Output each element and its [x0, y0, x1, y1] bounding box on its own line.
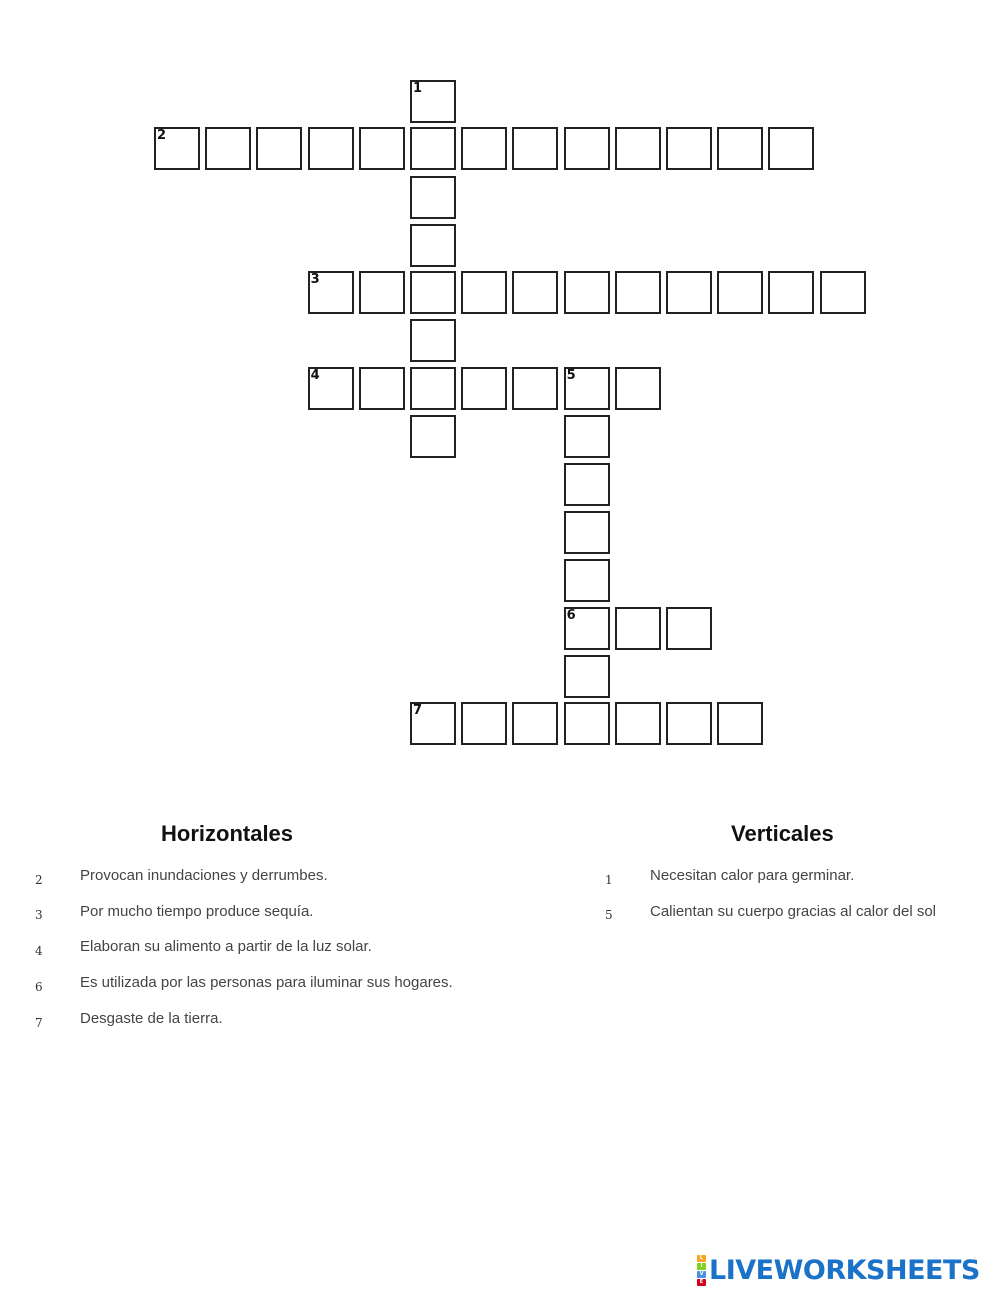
horizontal-title: Horizontales: [161, 821, 294, 846]
crossword-cell[interactable]: [205, 127, 251, 170]
logo-block: I: [697, 1263, 706, 1270]
clue-number: 2: [35, 873, 43, 887]
crossword-cell[interactable]: [359, 367, 405, 410]
crossword-cell[interactable]: [461, 367, 507, 410]
clue-number-label: 3: [310, 272, 320, 287]
crossword-cell[interactable]: [564, 367, 610, 410]
crossword-cell[interactable]: [615, 127, 661, 170]
clue-text: Necesitan calor para germinar.: [650, 867, 855, 884]
crossword-cell[interactable]: [154, 127, 200, 170]
clue-number: 5: [605, 908, 613, 922]
clue-text: Elaboran su alimento a partir de la luz solar.: [80, 938, 372, 955]
crossword-cell[interactable]: [666, 702, 712, 745]
clue-text: Calientan su cuerpo gracias al calor del sol: [650, 903, 936, 920]
vertical-title: Verticales: [731, 821, 834, 846]
clue-number: 6: [35, 980, 43, 994]
crossword-cell[interactable]: [717, 127, 763, 170]
liveworksheets-logo: [697, 1255, 980, 1285]
crossword-cell[interactable]: [666, 127, 712, 170]
crossword-cell[interactable]: [461, 127, 507, 170]
crossword-cell[interactable]: [410, 319, 456, 362]
crossword-cell[interactable]: [768, 271, 814, 314]
crossword-cell[interactable]: [256, 127, 302, 170]
crossword-cell[interactable]: [564, 415, 610, 458]
crossword-cell[interactable]: [410, 271, 456, 314]
clue-text: Es utilizada por las personas para iluminar sus hogares.: [80, 974, 453, 991]
crossword-cell[interactable]: [717, 271, 763, 314]
clue-number-label: 2: [157, 128, 167, 143]
crossword-cell[interactable]: [768, 127, 814, 170]
clue-number: 4: [35, 944, 43, 958]
crossword-cell[interactable]: [615, 607, 661, 650]
crossword-cell[interactable]: [564, 463, 610, 506]
crossword-cell[interactable]: [666, 607, 712, 650]
clue-text: Provocan inundaciones y derrumbes.: [80, 867, 328, 884]
clue-number: 7: [35, 1016, 43, 1030]
clue-number-label: 4: [310, 368, 320, 383]
crossword-cell[interactable]: [564, 655, 610, 698]
crossword-cell[interactable]: [512, 702, 558, 745]
clue-number: 1: [605, 873, 613, 887]
crossword-cell[interactable]: [717, 702, 763, 745]
crossword-cell[interactable]: [564, 271, 610, 314]
clue-number: 3: [35, 908, 43, 922]
logo-blocks-icon: [697, 1255, 706, 1286]
clue-number-label: 6: [566, 608, 576, 623]
crossword-cell[interactable]: [410, 702, 456, 745]
crossword-cell[interactable]: [512, 367, 558, 410]
clue-number-label: 7: [413, 703, 423, 718]
crossword-cell[interactable]: [615, 702, 661, 745]
crossword-cell[interactable]: [308, 271, 354, 314]
crossword-cell[interactable]: [564, 511, 610, 554]
crossword-cell[interactable]: [410, 415, 456, 458]
crossword-cell[interactable]: [410, 224, 456, 267]
crossword-cell[interactable]: [666, 271, 712, 314]
crossword-cell[interactable]: [359, 127, 405, 170]
crossword-cell[interactable]: [564, 702, 610, 745]
crossword-cell[interactable]: [512, 127, 558, 170]
logo-block: L: [697, 1255, 706, 1262]
clue-number-label: 1: [413, 81, 423, 96]
logo-text: LIVEWORKSHEETS: [709, 1254, 980, 1286]
crossword-cell[interactable]: [359, 271, 405, 314]
crossword-cell[interactable]: [308, 367, 354, 410]
crossword-cell[interactable]: [410, 367, 456, 410]
crossword-cell[interactable]: [410, 176, 456, 219]
clue-text: Desgaste de la tierra.: [80, 1010, 223, 1027]
crossword-cell[interactable]: [461, 271, 507, 314]
crossword-cell[interactable]: [410, 127, 456, 170]
crossword-cell[interactable]: [410, 80, 456, 123]
clue-number-label: 5: [566, 368, 576, 383]
crossword-cell[interactable]: [820, 271, 866, 314]
crossword-cell[interactable]: [308, 127, 354, 170]
crossword-cell[interactable]: [615, 367, 661, 410]
crossword-cell[interactable]: [615, 271, 661, 314]
crossword-cell[interactable]: [564, 559, 610, 602]
crossword-cell[interactable]: [512, 271, 558, 314]
logo-block: E: [697, 1279, 706, 1286]
crossword-cell[interactable]: [564, 607, 610, 650]
crossword-cell[interactable]: [564, 127, 610, 170]
clue-text: Por mucho tiempo produce sequía.: [80, 903, 314, 920]
crossword-cell[interactable]: [461, 702, 507, 745]
logo-block: V: [697, 1271, 706, 1278]
